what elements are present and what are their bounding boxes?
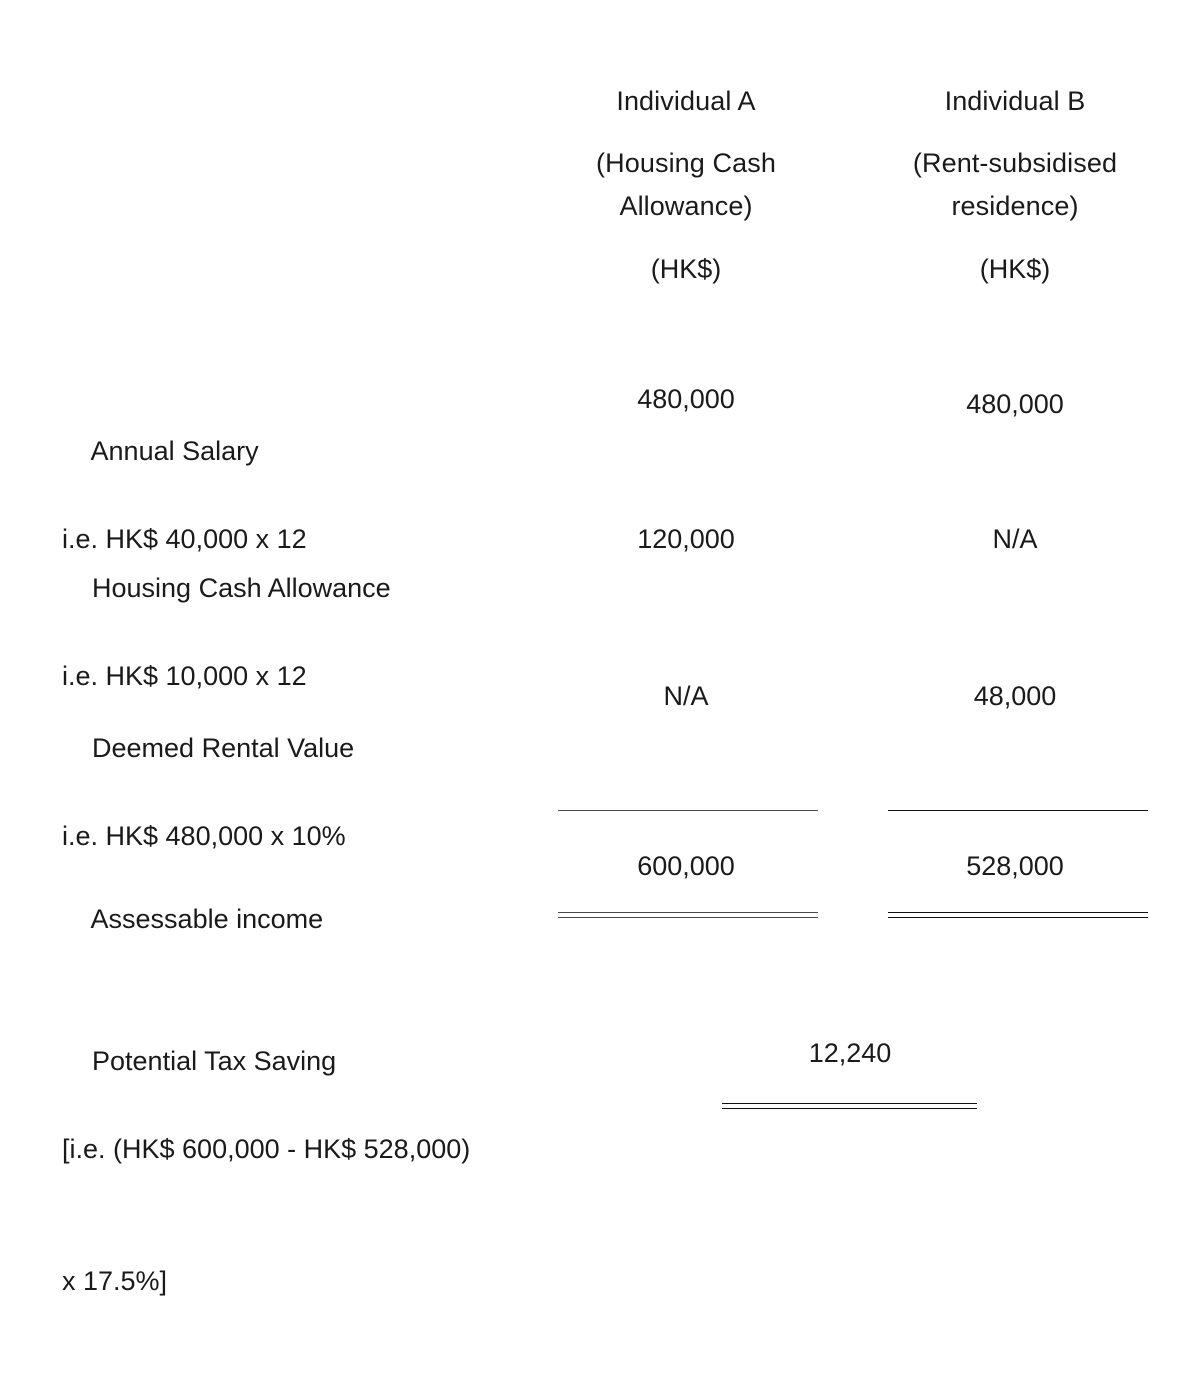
- column-header-individual-a-title: Individual A: [616, 86, 756, 116]
- cell-housing-cash-allowance-individual-a: 120,000: [637, 524, 735, 554]
- row-label-potential-tax-saving-note-line1: [i.e. (HK$ 600,000 - HK$ 528,000): [62, 1134, 471, 1164]
- row-label-potential-tax-saving-note-line2: x 17.5%]: [62, 1266, 168, 1296]
- cell-assessable-income-individual-a: 600,000: [637, 851, 735, 881]
- column-header-individual-b-subtitle-line2: residence): [951, 191, 1079, 221]
- row-label-potential-tax-saving-title: Potential Tax Saving: [92, 1046, 337, 1076]
- cell-assessable-income-individual-b: 528,000: [966, 851, 1064, 881]
- cell-annual-salary-individual-b: 480,000: [966, 389, 1064, 419]
- column-header-individual-a-currency: (HK$): [650, 254, 722, 284]
- cell-potential-tax-saving-value: 12,240: [808, 1038, 892, 1068]
- column-header-individual-a-subtitle-line2: Allowance): [619, 191, 753, 221]
- column-header-individual-b-title: Individual B: [944, 86, 1086, 116]
- row-label-deemed-rental-value-title: Deemed Rental Value: [92, 733, 355, 763]
- cell-annual-salary-individual-a: 480,000: [637, 384, 735, 414]
- total-double-rule-individual-a: [558, 912, 818, 917]
- row-label-assessable-income-title: Assessable income: [90, 904, 324, 934]
- cell-housing-cash-allowance-individual-b: N/A: [992, 524, 1038, 554]
- row-label-deemed-rental-value-note: i.e. HK$ 480,000 x 10%: [62, 821, 346, 851]
- total-double-rule-individual-b: [888, 912, 1148, 917]
- row-label-assessable-income: [62, 853, 323, 985]
- cell-deemed-rental-value-individual-a: N/A: [663, 681, 709, 711]
- subtotal-rule-individual-b: [888, 810, 1148, 811]
- row-label-housing-cash-allowance-title: Housing Cash Allowance: [92, 573, 391, 603]
- column-header-individual-b-subtitle-line1: (Rent-subsidised: [912, 148, 1118, 178]
- row-label-annual-salary-note: i.e. HK$ 40,000 x 12: [62, 524, 307, 554]
- column-header-individual-a-subtitle-line1: (Housing Cash: [596, 148, 776, 178]
- column-header-individual-b-currency: (HK$): [979, 254, 1051, 284]
- row-label-annual-salary-title: Annual Salary: [90, 436, 259, 466]
- row-label-potential-tax-saving: [62, 995, 470, 1391]
- cell-deemed-rental-value-individual-b: 48,000: [973, 681, 1057, 711]
- row-label-housing-cash-allowance-note: i.e. HK$ 10,000 x 12: [62, 661, 307, 691]
- potential-tax-saving-double-rule: [722, 1103, 977, 1108]
- subtotal-rule-individual-a: [558, 810, 818, 811]
